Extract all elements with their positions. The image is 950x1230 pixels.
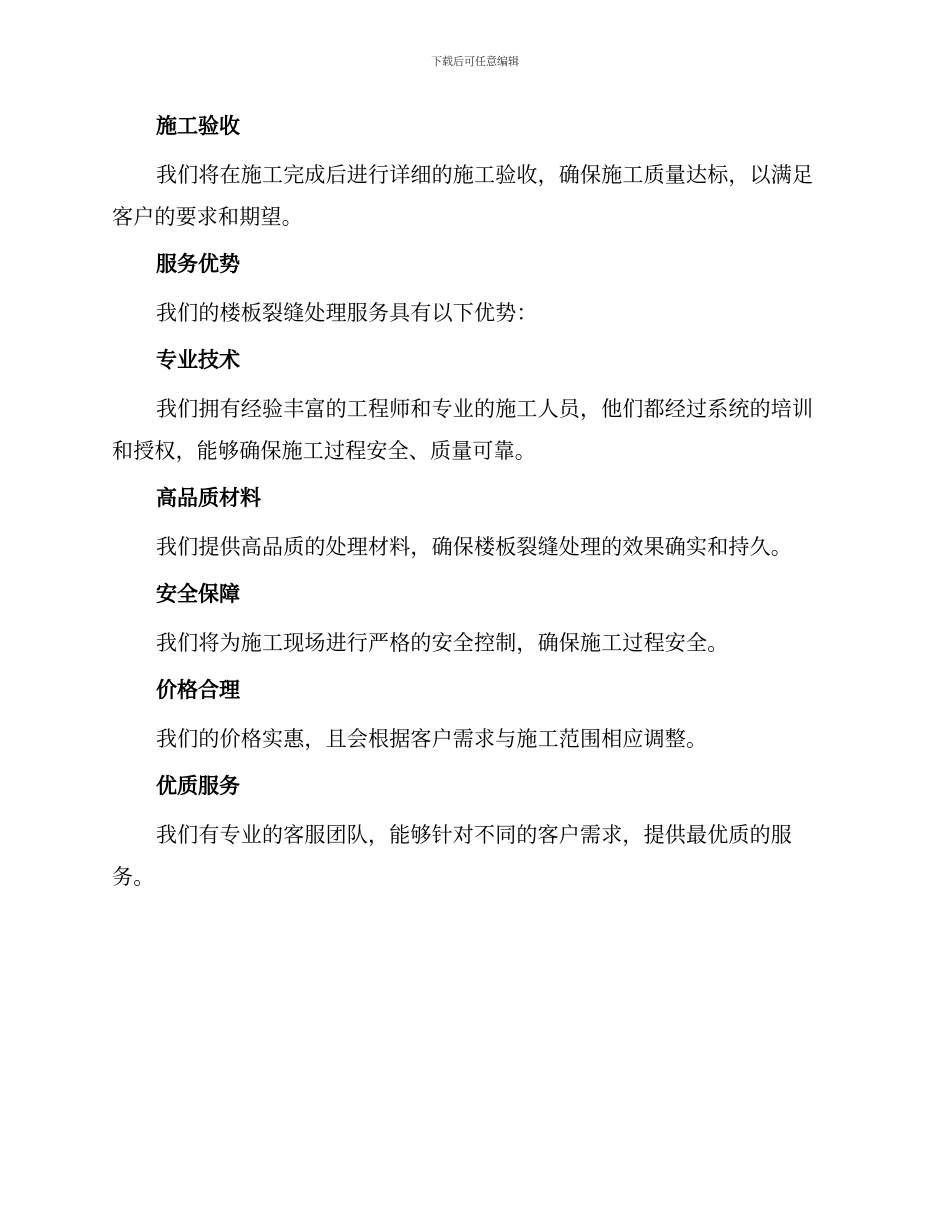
section-body: 我们提供高品质的处理材料，确保楼板裂缝处理的效果确实和持久。 <box>156 535 792 559</box>
section-reasonable-price <box>112 674 832 760</box>
section-construction-acceptance <box>112 110 832 238</box>
section-body: 我们有专业的客服团队，能够针对不同的客户需求，提供最优质的服务。 <box>112 823 792 889</box>
section-heading: 高品质材料 <box>156 486 261 510</box>
section-professional-technology <box>112 344 832 472</box>
section-heading: 专业技术 <box>156 348 240 372</box>
section-heading: 优质服务 <box>156 774 240 798</box>
section-body: 我们的价格实惠，且会根据客户需求与施工范围相应调整。 <box>156 727 708 751</box>
section-body: 我们将为施工现场进行严格的安全控制，确保施工过程安全。 <box>156 631 729 655</box>
document-content <box>112 110 832 908</box>
section-service-advantages <box>112 248 832 334</box>
section-heading: 施工验收 <box>156 114 240 138</box>
section-body: 我们拥有经验丰富的工程师和专业的施工人员，他们都经过系统的培训和授权，能够确保施工过程安全、质量可靠。 <box>112 397 814 463</box>
section-body: 我们的楼板裂缝处理服务具有以下优势： <box>156 301 538 325</box>
section-heading: 价格合理 <box>156 678 240 702</box>
section-body: 我们将在施工完成后进行详细的施工验收，确保施工质量达标，以满足客户的要求和期望。 <box>112 163 814 229</box>
section-high-quality-materials <box>112 482 832 568</box>
section-heading: 安全保障 <box>156 582 240 606</box>
section-heading: 服务优势 <box>156 252 240 276</box>
section-safety-assurance <box>112 578 832 664</box>
page-header: 下载后可任意编辑 <box>431 55 519 68</box>
section-quality-service <box>112 770 832 898</box>
